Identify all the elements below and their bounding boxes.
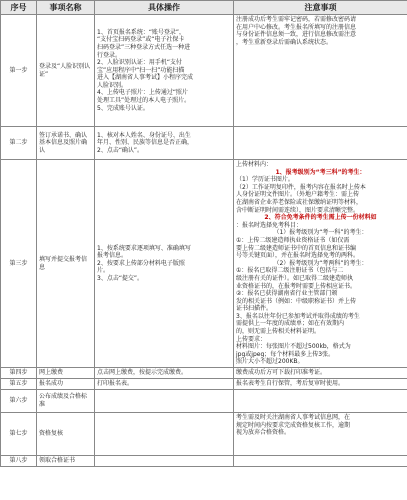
operation-line: 报考信息。 <box>97 252 128 260</box>
note-line: 含中断证明时间需连续），图片要求清晰完整。 <box>236 206 360 214</box>
note-line: 缴费成功后方可下载打印准考证。 <box>236 369 327 377</box>
operation-line: 2、点击“确认”。 <box>97 146 144 154</box>
header-notes: 注意事项 <box>234 1 407 15</box>
operation-cell <box>95 390 234 413</box>
note-line: 报名表考生自行保管，考后复审时使用。 <box>236 380 345 388</box>
note-line: 2、符合免考条件的考生需上传一份材料如 <box>264 214 377 222</box>
notes-cell <box>234 456 407 467</box>
item-name-cell: 网上缴费 <box>37 368 95 379</box>
notes-cell <box>234 368 407 379</box>
step-cell: 第七步 <box>1 413 37 456</box>
table-row <box>1 368 407 379</box>
step-cell: 第一步 <box>1 15 37 127</box>
operation-line: 2、按要求上传部分材料电子版照 <box>97 259 185 267</box>
step-cell: 第二步 <box>1 127 37 160</box>
note-line: （2）报考级别为“考两科”的考生： <box>273 259 368 267</box>
operation-line: 1、按系统要求逐项填写、准确填写 <box>97 244 191 252</box>
table-row <box>1 160 407 368</box>
note-line: 3、报名以往年份已参加考试并取得成绩的考生 <box>236 312 360 320</box>
note-line: 在湖南省企业养老保险或社保缴纳证明等材料， <box>236 198 363 206</box>
note-line: （1）学历证书图片。 <box>236 176 294 184</box>
note-line: 需提供上一年度的成绩单；如在有效期内 <box>236 320 345 328</box>
note-line: （1）报考级别为“考一科”的考生： <box>273 229 368 237</box>
note-line: 规定时间内按要求完成资格复核工作，逾期 <box>236 421 351 429</box>
item-name-cell: 签订承诺书、确认基本信息及照片确认 <box>37 127 95 160</box>
header-operation: 具体操作 <box>95 1 234 15</box>
step-cell: 第五步 <box>1 379 37 390</box>
note-line: 在用户中心修改。考生报名所填写的注册信息 <box>236 23 357 31</box>
step-cell: 第六步 <box>1 390 37 413</box>
note-line: 视为放弃合格资格。 <box>236 429 291 437</box>
note-line: 的，则无需上传相关材料证明。 <box>236 328 321 336</box>
operation-cell <box>95 15 234 127</box>
notes-cell <box>234 390 407 413</box>
operation-line: 进入【湖南省人事考试】小程序完成 <box>97 74 194 82</box>
note-line: ②：报名已获得湖南省行业主管部门颁 <box>236 290 338 298</box>
operation-line: 1、核对本人姓名、身份证号、出生 <box>97 131 191 139</box>
operation-line: 4、上传电子照片：上传通过“照片 <box>97 89 188 97</box>
operation-line: 点击网上缴费，按提示完成缴费。 <box>97 369 188 377</box>
item-name-cell: 填写并提交报考信息 <box>37 160 95 368</box>
operation-cell <box>95 379 234 390</box>
note-line: 发的相关证书（例如：中级职称证书）并上传 <box>236 297 357 305</box>
table-row <box>1 456 407 467</box>
item-name-cell: 领取合格证书 <box>37 456 95 467</box>
notes-cell <box>234 127 407 160</box>
operation-line: 2、人脸识别认证：用手机“支付 <box>97 59 182 67</box>
step-cell: 第八步 <box>1 456 37 467</box>
step-cell: 第三步 <box>1 160 37 368</box>
operation-cell <box>95 413 234 456</box>
note-line: 要上传二级建造师证书中的首页信息和证书编 <box>236 244 357 252</box>
operation-line: “支付宝扫码登录”或“电子社保卡 <box>97 36 185 44</box>
note-line: 注册成功后考生需牢记密码，若需修改密码请 <box>236 16 357 23</box>
step-cell: 第四步 <box>1 368 37 379</box>
item-name-cell: 报名成功 <box>37 379 95 390</box>
note-line: ①：上传二级建造师执业资格证书（如仅需 <box>236 236 350 244</box>
item-name-cell: 登录及“人脸识别认证” <box>37 15 95 127</box>
operation-cell <box>95 160 234 368</box>
operation-line: 行登录。 <box>97 51 122 59</box>
table-header-row <box>1 1 407 15</box>
note-line: 照片大小不超过200KB。 <box>236 358 304 366</box>
operation-line: 3、点击“提交”。 <box>97 274 144 282</box>
operation-cell <box>95 456 234 467</box>
note-line: 业资格证书的，在报考时需要上传相应证书。 <box>236 282 357 290</box>
note-line: 人身份证明文件图片。（外地户籍考生：需上传 <box>236 191 360 199</box>
operation-line: 处理工具”处理过的本人电子照片。 <box>97 97 191 105</box>
notes-cell <box>234 379 407 390</box>
notes-cell <box>234 160 407 368</box>
table-row <box>1 379 407 390</box>
operation-line: 打印报名表。 <box>97 380 134 388</box>
note-line: jpg或jpeg；每个材料最多上传3张。 <box>236 350 335 358</box>
operation-line: 片。 <box>97 267 110 275</box>
note-line: 上传材料内： <box>236 161 273 168</box>
operation-line: 5、完成账号认证。 <box>97 104 149 112</box>
note-line: ：报名时选择免考科目： <box>236 221 303 229</box>
item-name-cell: 公布成绩及合格标准 <box>37 390 95 413</box>
header-item-name: 事项名称 <box>37 1 95 15</box>
note-line: 上传要求： <box>236 335 267 343</box>
operation-line: 年月、性别、民族等信息是否正确， <box>97 139 194 147</box>
operation-line: 扫码登录”三种登录方式任选一种进 <box>97 43 191 51</box>
note-line: 号等关键页面），并在报名时选择免考的两科。 <box>236 252 360 260</box>
operation-cell <box>95 127 234 160</box>
header-step: 序号 <box>1 1 37 15</box>
table-row <box>1 390 407 413</box>
note-line: ①：报名已取得二级注册证书（包括与二 <box>236 267 344 275</box>
note-line: 考生需及时关注湖南省人事考试信息网，在 <box>236 414 351 422</box>
operation-cell <box>95 368 234 379</box>
notes-cell <box>234 15 407 127</box>
note-line: 与身份证件信息须一致，进行信息修改需注意 <box>236 31 357 39</box>
note-line: ，考生重新登录后需确认系统状态。 <box>236 38 333 46</box>
operation-line: 1、首页报名系统：“账号登录”， <box>97 28 186 36</box>
table-row <box>1 413 407 456</box>
note-line: 证书扫描件。 <box>236 305 273 313</box>
table-row <box>1 127 407 160</box>
table-row <box>1 15 407 127</box>
note-line: 1、报考级别为“考三科”的考生： <box>275 168 366 176</box>
operation-line: 人脸识别。 <box>97 81 128 89</box>
operation-line: 宝”应用程序中“扫一扫”功能扫描 <box>97 66 185 74</box>
notes-cell <box>234 413 407 456</box>
item-name-cell: 资格复核 <box>37 413 95 456</box>
note-line: （2）工作证明复印件，报考内容在报名时上传本 <box>236 183 366 191</box>
note-line: 级注册有关的证件）。如已取得二级建造师执 <box>236 274 354 282</box>
note-line: 材料图片：每张图片不超过500kb，格式为 <box>236 343 351 351</box>
